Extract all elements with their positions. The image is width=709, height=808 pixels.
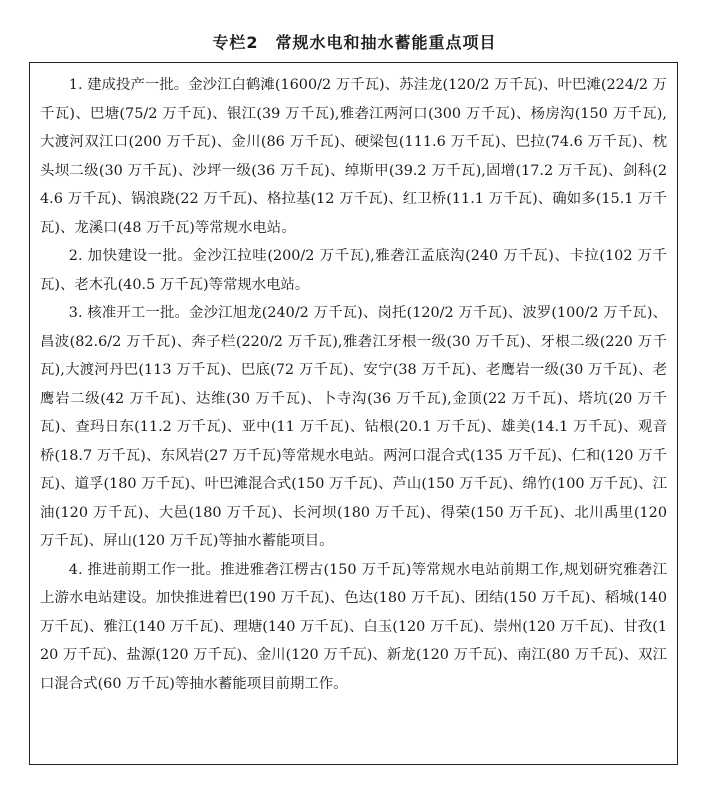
- column-title: 专栏2 常规水电和抽水蓄能重点项目: [212, 33, 497, 52]
- paragraph-accelerated-construction: 2. 加快建设一批。金沙江拉哇(200/2 万千瓦),雅砻江孟底沟(240 万千瓦)、卡拉(102 万千瓦)、老木孔(40.5 万千瓦)等常规水电站。: [40, 248, 667, 293]
- paragraph-completed-projects: 1. 建成投产一批。金沙江白鹤滩(1600/2 万千瓦)、苏洼龙(120/2 万千瓦)、叶巴滩(224/2 万千瓦)、巴塘(75/2 万千瓦)、银江(39 万千瓦),雅砻江两河口(300 万千瓦)、杨房沟(150 万千瓦),大渡河双江口(200 万千瓦)、金川(86 万千瓦)、硬梁包(111.6 万千瓦)、巴拉(74.6 万千瓦)、枕头坝二级(30 万千瓦)、沙坪一级(36 万千瓦)、绰斯甲(39.2 万千瓦),固增(17.2 万千瓦)、剑科(24.6 万千瓦)、锅浪跷(22 万千瓦)、格拉基(12 万千瓦)、红卫桥(11.1 万千瓦)、确如多(15.1 万千瓦)、龙溪口(48 万千瓦)等常规水电站。: [40, 77, 667, 236]
- paragraph-approved-start: 3. 核准开工一批。金沙江旭龙(240/2 万千瓦)、岗托(120/2 万千瓦)、波罗(100/2 万千瓦)、昌波(82.6/2 万千瓦)、奔子栏(220/2 万千瓦),雅砻江牙根一级(30 万千瓦)、牙根二级(220 万千瓦),大渡河丹巴(113 万千瓦)、巴底(72 万千瓦)、安宁(38 万千瓦)、老鹰岩一级(30 万千瓦)、老鹰岩二级(42 万千瓦)、达维(30 万千瓦)、卜寺沟(36 万千瓦),金顶(22 万千瓦)、塔坑(20 万千瓦)、查玛日东(11.2 万千瓦)、亚中(11 万千瓦)、钻根(20.1 万千瓦)、雄美(14.1 万千瓦)、观音桥(18.7 万千瓦)、东风岩(27 万千瓦)等常规水电站。两河口混合式(135 万千瓦)、仁和(120 万千瓦)、道孚(180 万千瓦)、叶巴滩混合式(150 万千瓦)、芦山(150 万千瓦)、绵竹(100 万千瓦)、江油(120 万千瓦)、大邑(180 万千瓦)、长河坝(180 万千瓦)、得荣(150 万千瓦)、北川禹里(120 万千瓦)、屏山(120 万千瓦)等抽水蓄能项目。: [40, 305, 667, 549]
- project-list-box: [29, 62, 678, 765]
- paragraph-preliminary-work: 4. 推进前期工作一批。推进雅砻江楞古(150 万千瓦)等常规水电站前期工作,规划研究雅砻江上游水电站建设。加快推进着巴(190 万千瓦)、色达(180 万千瓦)、团结(150 万千瓦)、稻城(140 万千瓦)、雅江(140 万千瓦)、理塘(140 万千瓦)、白玉(120 万千瓦)、崇州(120 万千瓦)、甘孜(120 万千瓦)、盐源(120 万千瓦)、金川(120 万千瓦)、新龙(120 万千瓦)、南江(80 万千瓦)、双江口混合式(60 万千瓦)等抽水蓄能项目前期工作。: [40, 561, 667, 692]
